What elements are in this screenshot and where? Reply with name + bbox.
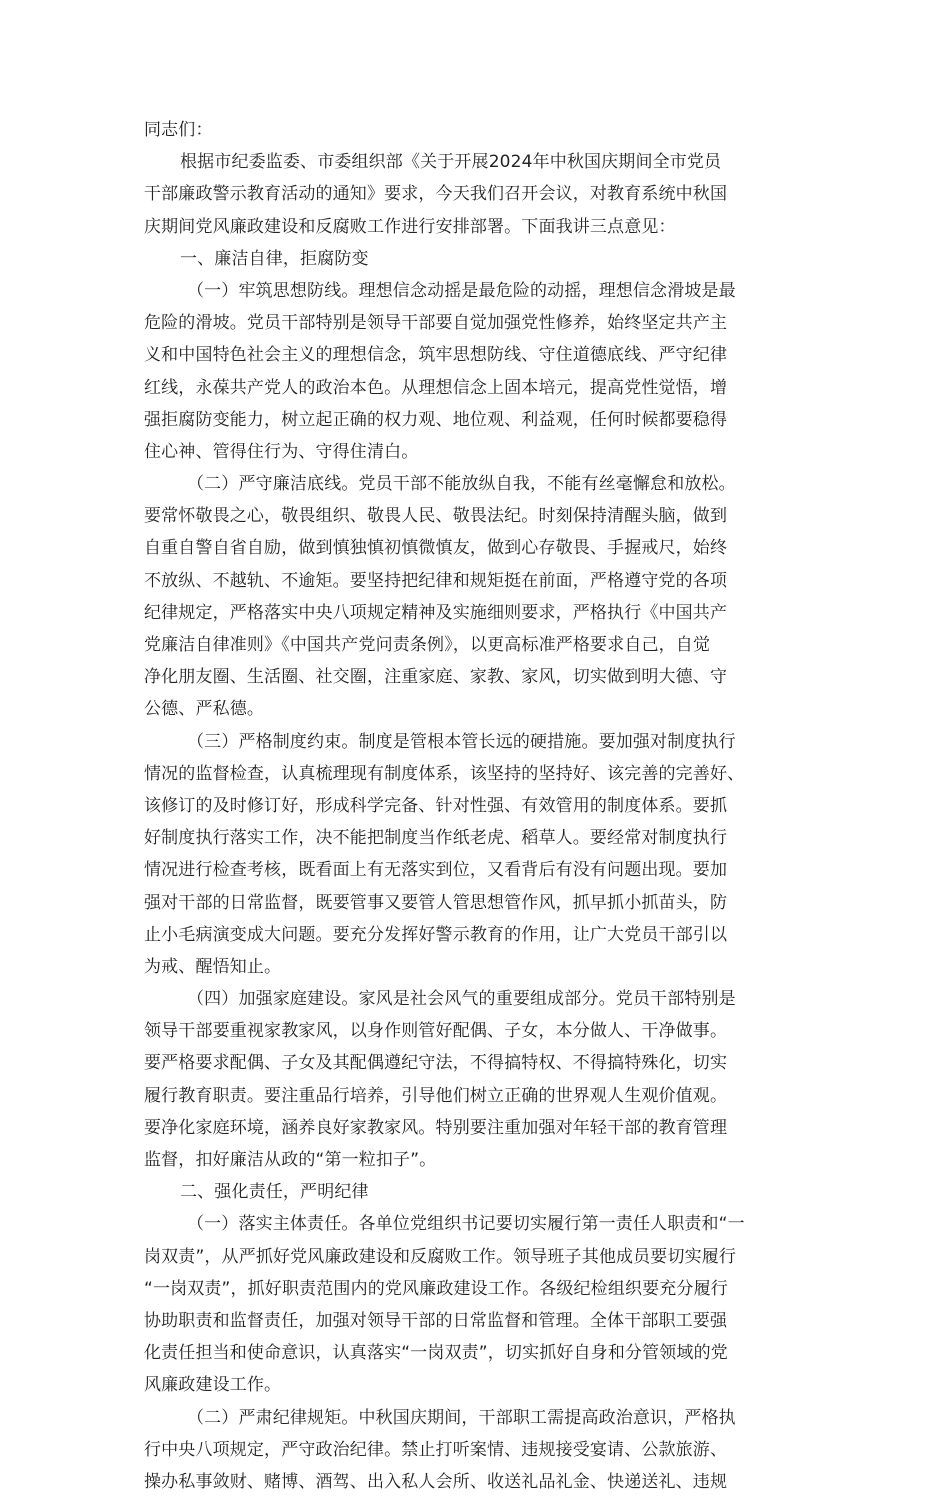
text-line: 要常怀敬畏之心，敬畏组织、敬畏人民、敬畏法纪。时刻保持清醒头脑，做到 xyxy=(144,506,728,527)
text-line: 要严格要求配偶、子女及其配偶遵纪守法，不得搞特权、不得搞特殊化，切实 xyxy=(144,1053,728,1074)
text-line: 住心神、管得住行为、守得住清白。 xyxy=(144,441,419,462)
text-line: “一岗双责”，抓好职责范围内的党风廉政建设工作。各级纪检组织要充分履行 xyxy=(144,1278,728,1299)
text-line: 净化朋友圈、生活圈、社交圈，注重家庭、家教、家风，切实做到明大德、守 xyxy=(144,667,728,688)
text-line: 不放纵、不越轨、不逾矩。要坚持把纪律和规矩挺在前面，严格遵守党的各项 xyxy=(144,570,728,591)
text-line: 党廉洁自律准则》《中国共产党问责条例》，以更高标准严格要求自己，自觉 xyxy=(144,635,711,655)
text-line: 一、廉洁自律，拒腐防变 xyxy=(180,248,369,269)
salutation: 同志们： xyxy=(144,120,213,140)
text-line: 情况进行检查考核，既看面上有无落实到位，又看背后有没有问题出现。要加 xyxy=(144,860,728,881)
text-line: 操办私事敛财、赌博、酒驾、出入私人会所、收送礼品礼金、快递送礼、违规 xyxy=(144,1471,728,1492)
text-line: 风廉政建设工作。 xyxy=(144,1375,282,1396)
text-line: 干部廉政警示教育活动的通知》要求，今天我们召开会议，对教育系统中秋国 xyxy=(144,184,728,205)
text-line: 庆期间党风廉政建设和反腐败工作进行安排部署。下面我讲三点意见： xyxy=(144,216,676,237)
text-line: 该修订的及时修订好，形成科学完备、针对性强、有效管用的制度体系。要抓 xyxy=(144,795,728,816)
text-line: 领导干部要重视家教家风，以身作则管好配偶、子女，本分做人、干净做事。 xyxy=(144,1021,728,1042)
text-line: 履行教育职责。要注重品行培养，引导他们树立正确的世界观人生观价值观。 xyxy=(144,1085,728,1106)
text-line: 化责任担当和使命意识，认真落实“一岗双责”，切实抓好自身和分管领域的党 xyxy=(144,1343,728,1364)
text-line: （三）严格制度约束。制度是管根本管长远的硬措施。要加强对制度执行 xyxy=(187,731,736,752)
text-line: 监督，扣好廉洁从政的“第一粒扣子”。 xyxy=(144,1150,437,1170)
text-line: 岗双责”，从严抓好党风廉政建设和反腐败工作。领导班子其他成员要切实履行 xyxy=(144,1246,737,1267)
text-line: 公德、严私德。 xyxy=(144,699,265,720)
text-line: 自重自警自省自励，做到慎独慎初慎微慎友，做到心存敬畏、手握戒尺，始终 xyxy=(144,538,728,559)
document-body xyxy=(144,114,806,1498)
text-line: 止小毛病演变成大问题。要充分发挥好警示教育的作用，让广大党员干部引以 xyxy=(144,924,728,945)
text-line: 义和中国特色社会主义的理想信念，筑牢思想防线、守住道德底线、严守纪律 xyxy=(144,345,728,366)
text-line: 危险的滑坡。党员干部特别是领导干部要自觉加强党性修养，始终坚定共产主 xyxy=(144,313,728,334)
text-line: 强拒腐防变能力，树立起正确的权力观、地位观、利益观，任何时候都要稳得 xyxy=(144,409,728,430)
text-line: 根据市纪委监委、市委组织部《关于开展2024年中秋国庆期间全市党员 xyxy=(180,152,722,173)
text-line: 红线，永葆共产党人的政治本色。从理想信念上固本培元，提高党性觉悟，增 xyxy=(144,377,728,398)
text-line: 要净化家庭环境，涵养良好家教家风。特别要注重加强对年轻干部的教育管理 xyxy=(144,1117,728,1138)
text-line: 协助职责和监督责任，加强对领导干部的日常监督和管理。全体干部职工要强 xyxy=(144,1310,728,1331)
text-line: （二）严肃纪律规矩。中秋国庆期间，干部职工需提高政治意识，严格执 xyxy=(187,1407,736,1428)
text-line: 强对干部的日常监督，既要管事又要管人管思想管作风，抓早抓小抓苗头，防 xyxy=(144,892,728,913)
text-line: 行中央八项规定，严守政治纪律。禁止打听案情、违规接受宴请、公款旅游、 xyxy=(144,1439,728,1460)
text-line: 为戒、醒悟知止。 xyxy=(144,956,282,977)
text-line: （一）牢筑思想防线。理想信念动摇是最危险的动摇，理想信念滑坡是最 xyxy=(187,280,736,301)
text-line: （一）落实主体责任。各单位党组织书记要切实履行第一责任人职责和“一 xyxy=(187,1214,745,1235)
text-line: 纪律规定，严格落实中央八项规定精神及实施细则要求，严格执行《中国共产 xyxy=(144,602,728,623)
text-line: 情况的监督检查，认真梳理现有制度体系，该坚持的坚持好、该完善的完善好、 xyxy=(144,763,745,784)
text-line: （二）严守廉洁底线。党员干部不能放纵自我，不能有丝毫懈怠和放松。 xyxy=(187,474,736,495)
text-line: 二、强化责任，严明纪律 xyxy=(180,1182,369,1203)
text-line: （四）加强家庭建设。家风是社会风气的重要组成部分。党员干部特别是 xyxy=(187,989,736,1010)
text-line: 好制度执行落实工作，决不能把制度当作纸老虎、稻草人。要经常对制度执行 xyxy=(144,828,728,849)
